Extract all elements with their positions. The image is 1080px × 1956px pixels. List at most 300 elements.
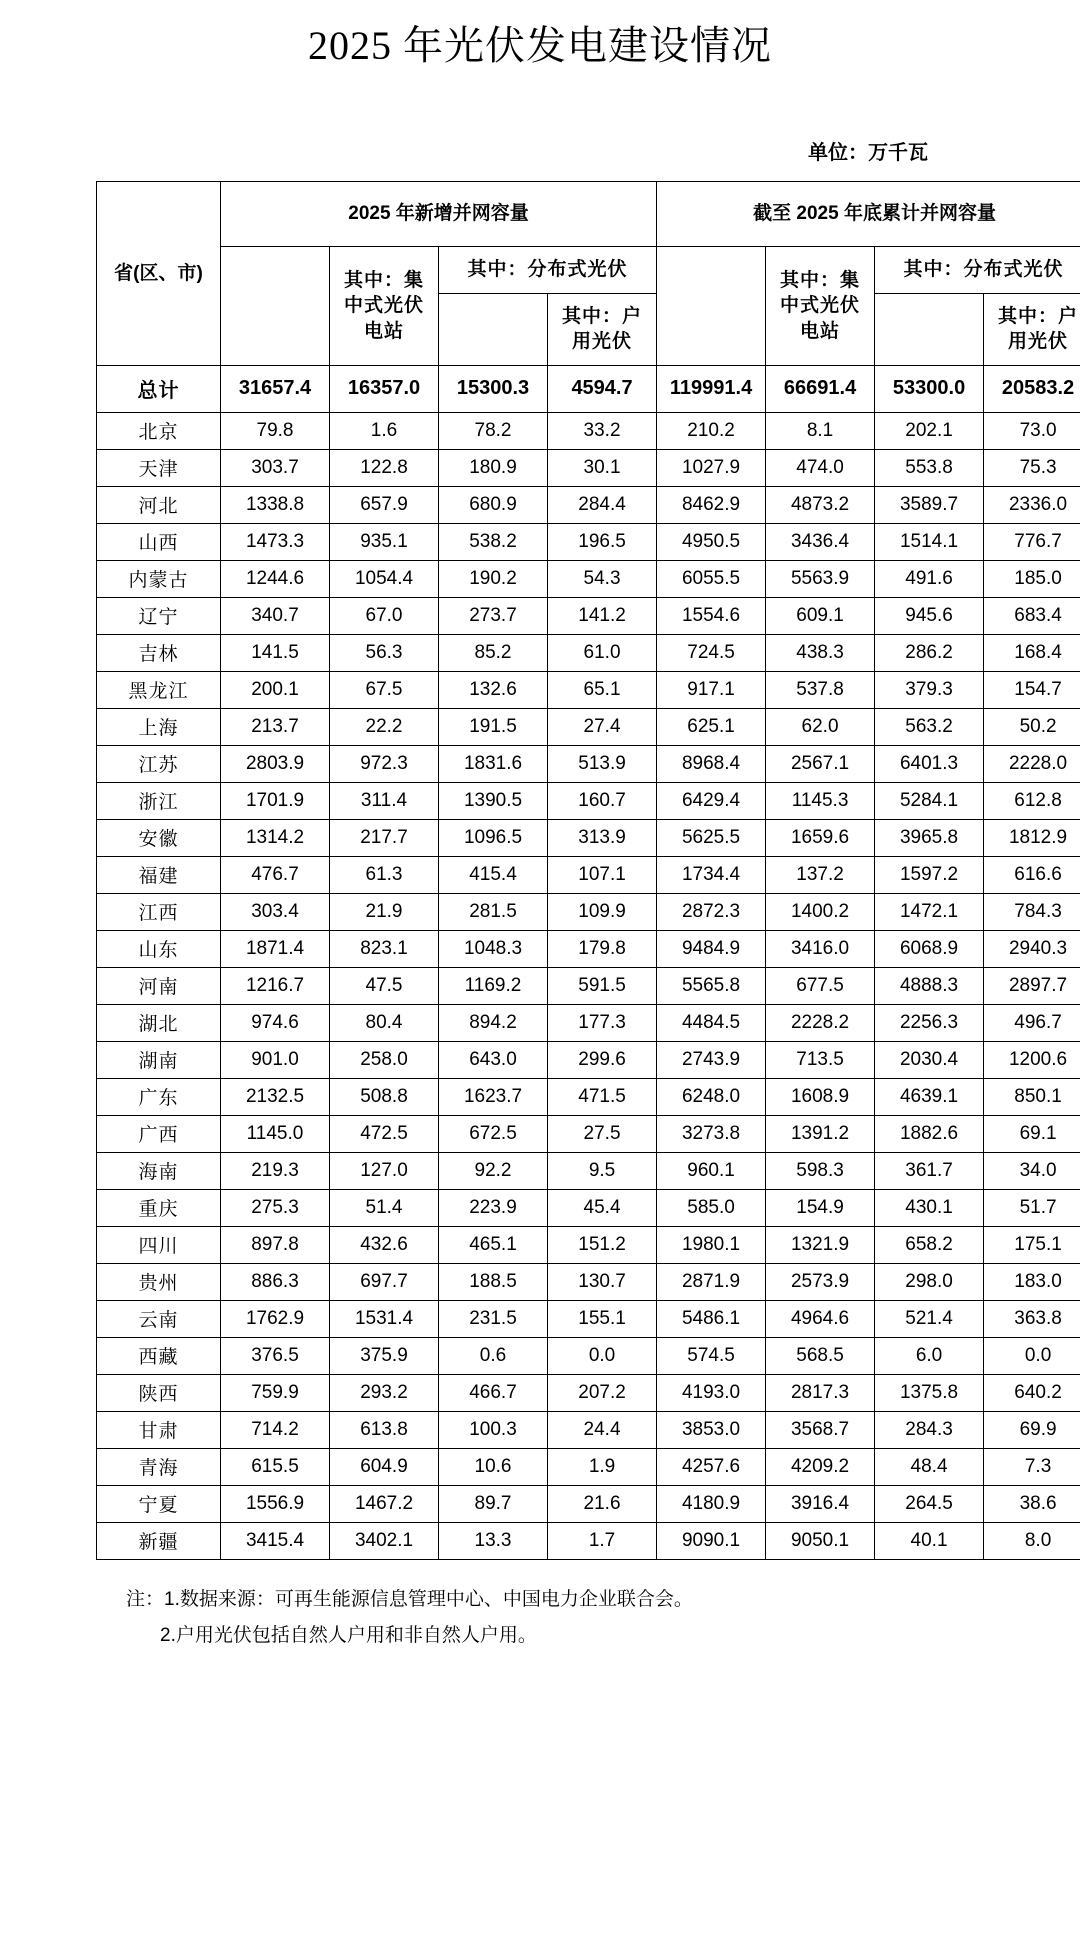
- value-cell: 273.7: [439, 597, 548, 634]
- value-cell: 2940.3: [984, 930, 1080, 967]
- document-page: [0, 18, 1080, 1654]
- value-cell: 1.6: [330, 412, 439, 449]
- table-header: [97, 182, 1080, 366]
- value-cell: 4873.2: [766, 486, 875, 523]
- province-name-cell: 河南: [97, 967, 221, 1004]
- province-name-cell: 山东: [97, 930, 221, 967]
- value-cell: 69.9: [984, 1411, 1080, 1448]
- value-cell: 714.2: [221, 1411, 330, 1448]
- value-cell: 8462.9: [657, 486, 766, 523]
- value-cell: 612.8: [984, 782, 1080, 819]
- value-cell: 223.9: [439, 1189, 548, 1226]
- value-cell: 3415.4: [221, 1522, 330, 1559]
- value-cell: 21.9: [330, 893, 439, 930]
- value-cell: 27.5: [548, 1115, 657, 1152]
- value-cell: 286.2: [875, 634, 984, 671]
- table-row: [97, 930, 1080, 967]
- value-cell: 537.8: [766, 671, 875, 708]
- value-cell: 474.0: [766, 449, 875, 486]
- value-cell: 697.7: [330, 1263, 439, 1300]
- column-header-new-household: 其中：户用光伏: [548, 293, 657, 365]
- value-cell: 2871.9: [657, 1263, 766, 1300]
- value-cell: 432.6: [330, 1226, 439, 1263]
- table-row: [97, 1226, 1080, 1263]
- table-row: [97, 1115, 1080, 1152]
- value-cell: 917.1: [657, 671, 766, 708]
- value-cell: 1554.6: [657, 597, 766, 634]
- column-header-new-total: [221, 247, 330, 366]
- column-header-cum-household: 其中：户用光伏: [984, 293, 1080, 365]
- value-cell: 151.2: [548, 1226, 657, 1263]
- value-cell: 1048.3: [439, 930, 548, 967]
- value-cell: 616.6: [984, 856, 1080, 893]
- value-cell: 2256.3: [875, 1004, 984, 1041]
- note-line-1: 注：1.数据来源：可再生能源信息管理中心、中国电力企业联合会。: [126, 1582, 984, 1618]
- value-cell: 2743.9: [657, 1041, 766, 1078]
- value-cell: 56.3: [330, 634, 439, 671]
- table-row: [97, 893, 1080, 930]
- table-row: [97, 560, 1080, 597]
- table-row: [97, 1004, 1080, 1041]
- value-cell: 1812.9: [984, 819, 1080, 856]
- province-name-cell: 贵州: [97, 1263, 221, 1300]
- value-cell: 379.3: [875, 671, 984, 708]
- value-cell: 191.5: [439, 708, 548, 745]
- value-cell: 3402.1: [330, 1522, 439, 1559]
- value-cell: 496.7: [984, 1004, 1080, 1041]
- value-cell: 299.6: [548, 1041, 657, 1078]
- table-notes: [96, 1582, 984, 1654]
- table-row: [97, 1189, 1080, 1226]
- value-cell: 1623.7: [439, 1078, 548, 1115]
- table-row: [97, 967, 1080, 1004]
- value-cell: 465.1: [439, 1226, 548, 1263]
- value-cell: 66691.4: [766, 365, 875, 412]
- province-name-cell: 湖南: [97, 1041, 221, 1078]
- value-cell: 119991.4: [657, 365, 766, 412]
- value-cell: 122.8: [330, 449, 439, 486]
- table-row: [97, 819, 1080, 856]
- value-cell: 154.7: [984, 671, 1080, 708]
- value-cell: 6248.0: [657, 1078, 766, 1115]
- value-cell: 2803.9: [221, 745, 330, 782]
- value-cell: 130.7: [548, 1263, 657, 1300]
- value-cell: 960.1: [657, 1152, 766, 1189]
- value-cell: 2030.4: [875, 1041, 984, 1078]
- value-cell: 9.5: [548, 1152, 657, 1189]
- value-cell: 1145.3: [766, 782, 875, 819]
- value-cell: 2872.3: [657, 893, 766, 930]
- value-cell: 713.5: [766, 1041, 875, 1078]
- column-header-new-distributed: 其中：分布式光伏: [439, 247, 657, 294]
- value-cell: 2573.9: [766, 1263, 875, 1300]
- page-title: 2025 年光伏发电建设情况: [96, 18, 984, 74]
- value-cell: 886.3: [221, 1263, 330, 1300]
- value-cell: 180.9: [439, 449, 548, 486]
- table-row: [97, 1041, 1080, 1078]
- value-cell: 311.4: [330, 782, 439, 819]
- table-row: [97, 486, 1080, 523]
- value-cell: 1169.2: [439, 967, 548, 1004]
- value-cell: 85.2: [439, 634, 548, 671]
- province-name-cell: 江西: [97, 893, 221, 930]
- value-cell: 1980.1: [657, 1226, 766, 1263]
- value-cell: 2228.0: [984, 745, 1080, 782]
- value-cell: 200.1: [221, 671, 330, 708]
- value-cell: 625.1: [657, 708, 766, 745]
- value-cell: 5565.8: [657, 967, 766, 1004]
- value-cell: 1597.2: [875, 856, 984, 893]
- value-cell: 1390.5: [439, 782, 548, 819]
- value-cell: 8.1: [766, 412, 875, 449]
- value-cell: 8.0: [984, 1522, 1080, 1559]
- value-cell: 5563.9: [766, 560, 875, 597]
- value-cell: 672.5: [439, 1115, 548, 1152]
- value-cell: 563.2: [875, 708, 984, 745]
- province-name-cell: 安徽: [97, 819, 221, 856]
- value-cell: 4193.0: [657, 1374, 766, 1411]
- value-cell: 3965.8: [875, 819, 984, 856]
- value-cell: 776.7: [984, 523, 1080, 560]
- province-name-cell: 河北: [97, 486, 221, 523]
- province-name-cell: 北京: [97, 412, 221, 449]
- value-cell: 9484.9: [657, 930, 766, 967]
- value-cell: 89.7: [439, 1485, 548, 1522]
- value-cell: 1514.1: [875, 523, 984, 560]
- province-name-cell: 西藏: [97, 1337, 221, 1374]
- value-cell: 4888.3: [875, 967, 984, 1004]
- value-cell: 538.2: [439, 523, 548, 560]
- value-cell: 2897.7: [984, 967, 1080, 1004]
- value-cell: 585.0: [657, 1189, 766, 1226]
- value-cell: 4257.6: [657, 1448, 766, 1485]
- column-group-new-capacity: 2025 年新增并网容量: [221, 182, 657, 247]
- province-name-cell: 黑龙江: [97, 671, 221, 708]
- value-cell: 219.3: [221, 1152, 330, 1189]
- value-cell: 1145.0: [221, 1115, 330, 1152]
- value-cell: 4484.5: [657, 1004, 766, 1041]
- value-cell: 1314.2: [221, 819, 330, 856]
- value-cell: 231.5: [439, 1300, 548, 1337]
- value-cell: 92.2: [439, 1152, 548, 1189]
- value-cell: 2336.0: [984, 486, 1080, 523]
- value-cell: 0.0: [984, 1337, 1080, 1374]
- value-cell: 1375.8: [875, 1374, 984, 1411]
- value-cell: 1244.6: [221, 560, 330, 597]
- province-name-cell: 广东: [97, 1078, 221, 1115]
- value-cell: 45.4: [548, 1189, 657, 1226]
- value-cell: 4180.9: [657, 1485, 766, 1522]
- value-cell: 4209.2: [766, 1448, 875, 1485]
- value-cell: 897.8: [221, 1226, 330, 1263]
- value-cell: 210.2: [657, 412, 766, 449]
- value-cell: 22.2: [330, 708, 439, 745]
- table-body: [97, 365, 1080, 1559]
- value-cell: 4964.6: [766, 1300, 875, 1337]
- value-cell: 80.4: [330, 1004, 439, 1041]
- value-cell: 65.1: [548, 671, 657, 708]
- unit-label: 单位：万千瓦: [96, 136, 984, 165]
- column-header-cum-centralized: 其中：集中式光伏电站: [766, 247, 875, 366]
- value-cell: 9090.1: [657, 1522, 766, 1559]
- value-cell: 901.0: [221, 1041, 330, 1078]
- note-line-2: 2.户用光伏包括自然人户用和非自然人户用。: [126, 1618, 984, 1654]
- value-cell: 1659.6: [766, 819, 875, 856]
- value-cell: 657.9: [330, 486, 439, 523]
- column-header-cum-distributed: 其中：分布式光伏: [875, 247, 1080, 294]
- value-cell: 154.9: [766, 1189, 875, 1226]
- value-cell: 24.4: [548, 1411, 657, 1448]
- value-cell: 51.7: [984, 1189, 1080, 1226]
- value-cell: 3589.7: [875, 486, 984, 523]
- value-cell: 613.8: [330, 1411, 439, 1448]
- value-cell: 217.7: [330, 819, 439, 856]
- value-cell: 141.5: [221, 634, 330, 671]
- value-cell: 313.9: [548, 819, 657, 856]
- value-cell: 1701.9: [221, 782, 330, 819]
- value-cell: 945.6: [875, 597, 984, 634]
- table-row: [97, 782, 1080, 819]
- column-header-new-centralized: 其中：集中式光伏电站: [330, 247, 439, 366]
- value-cell: 48.4: [875, 1448, 984, 1485]
- value-cell: 1882.6: [875, 1115, 984, 1152]
- value-cell: 683.4: [984, 597, 1080, 634]
- table-row: [97, 597, 1080, 634]
- province-name-cell: 天津: [97, 449, 221, 486]
- value-cell: 1472.1: [875, 893, 984, 930]
- province-name-cell: 宁夏: [97, 1485, 221, 1522]
- value-cell: 1.7: [548, 1522, 657, 1559]
- value-cell: 61.0: [548, 634, 657, 671]
- value-cell: 6401.3: [875, 745, 984, 782]
- value-cell: 724.5: [657, 634, 766, 671]
- value-cell: 190.2: [439, 560, 548, 597]
- column-group-cumulative-capacity: 截至 2025 年底累计并网容量: [657, 182, 1080, 247]
- value-cell: 54.3: [548, 560, 657, 597]
- value-cell: 438.3: [766, 634, 875, 671]
- value-cell: 3436.4: [766, 523, 875, 560]
- value-cell: 202.1: [875, 412, 984, 449]
- value-cell: 1473.3: [221, 523, 330, 560]
- province-name-cell: 内蒙古: [97, 560, 221, 597]
- value-cell: 1321.9: [766, 1226, 875, 1263]
- value-cell: 8968.4: [657, 745, 766, 782]
- value-cell: 521.4: [875, 1300, 984, 1337]
- province-name-cell: 重庆: [97, 1189, 221, 1226]
- value-cell: 0.6: [439, 1337, 548, 1374]
- value-cell: 264.5: [875, 1485, 984, 1522]
- value-cell: 1608.9: [766, 1078, 875, 1115]
- value-cell: 31657.4: [221, 365, 330, 412]
- value-cell: 13.3: [439, 1522, 548, 1559]
- value-cell: 185.0: [984, 560, 1080, 597]
- value-cell: 615.5: [221, 1448, 330, 1485]
- value-cell: 1096.5: [439, 819, 548, 856]
- value-cell: 284.4: [548, 486, 657, 523]
- value-cell: 6.0: [875, 1337, 984, 1374]
- value-cell: 363.8: [984, 1300, 1080, 1337]
- column-header-province: 省(区、市): [97, 182, 221, 366]
- value-cell: 275.3: [221, 1189, 330, 1226]
- value-cell: 472.5: [330, 1115, 439, 1152]
- value-cell: 40.1: [875, 1522, 984, 1559]
- value-cell: 1.9: [548, 1448, 657, 1485]
- table-row: [97, 708, 1080, 745]
- value-cell: 513.9: [548, 745, 657, 782]
- province-name-cell: 青海: [97, 1448, 221, 1485]
- table-row: [97, 412, 1080, 449]
- province-name-cell: 辽宁: [97, 597, 221, 634]
- value-cell: 284.3: [875, 1411, 984, 1448]
- value-cell: 16357.0: [330, 365, 439, 412]
- table-row: [97, 671, 1080, 708]
- value-cell: 5625.5: [657, 819, 766, 856]
- province-name-cell: 浙江: [97, 782, 221, 819]
- table-row: [97, 523, 1080, 560]
- value-cell: 1556.9: [221, 1485, 330, 1522]
- value-cell: 141.2: [548, 597, 657, 634]
- value-cell: 1734.4: [657, 856, 766, 893]
- province-name-cell: 广西: [97, 1115, 221, 1152]
- value-cell: 258.0: [330, 1041, 439, 1078]
- value-cell: 20583.2: [984, 365, 1080, 412]
- value-cell: 823.1: [330, 930, 439, 967]
- value-cell: 47.5: [330, 967, 439, 1004]
- value-cell: 6068.9: [875, 930, 984, 967]
- table-row: [97, 1485, 1080, 1522]
- value-cell: 1531.4: [330, 1300, 439, 1337]
- province-name-cell: 新疆: [97, 1522, 221, 1559]
- value-cell: 508.8: [330, 1078, 439, 1115]
- value-cell: 1391.2: [766, 1115, 875, 1152]
- province-name-cell: 湖北: [97, 1004, 221, 1041]
- value-cell: 972.3: [330, 745, 439, 782]
- table-row: [97, 449, 1080, 486]
- table-row: [97, 1152, 1080, 1189]
- table-row: [97, 1374, 1080, 1411]
- table-row: [97, 1078, 1080, 1115]
- value-cell: 1027.9: [657, 449, 766, 486]
- value-cell: 1400.2: [766, 893, 875, 930]
- value-cell: 5284.1: [875, 782, 984, 819]
- value-cell: 75.3: [984, 449, 1080, 486]
- value-cell: 4639.1: [875, 1078, 984, 1115]
- value-cell: 207.2: [548, 1374, 657, 1411]
- value-cell: 62.0: [766, 708, 875, 745]
- value-cell: 132.6: [439, 671, 548, 708]
- value-cell: 415.4: [439, 856, 548, 893]
- value-cell: 293.2: [330, 1374, 439, 1411]
- value-cell: 2228.2: [766, 1004, 875, 1041]
- table-row: [97, 1411, 1080, 1448]
- value-cell: 67.0: [330, 597, 439, 634]
- table-row-total: [97, 365, 1080, 412]
- value-cell: 298.0: [875, 1263, 984, 1300]
- value-cell: 67.5: [330, 671, 439, 708]
- value-cell: 10.6: [439, 1448, 548, 1485]
- value-cell: 100.3: [439, 1411, 548, 1448]
- value-cell: 3916.4: [766, 1485, 875, 1522]
- value-cell: 137.2: [766, 856, 875, 893]
- value-cell: 188.5: [439, 1263, 548, 1300]
- value-cell: 213.7: [221, 708, 330, 745]
- value-cell: 466.7: [439, 1374, 548, 1411]
- province-name-cell: 陕西: [97, 1374, 221, 1411]
- value-cell: 78.2: [439, 412, 548, 449]
- value-cell: 73.0: [984, 412, 1080, 449]
- value-cell: 1200.6: [984, 1041, 1080, 1078]
- value-cell: 361.7: [875, 1152, 984, 1189]
- value-cell: 175.1: [984, 1226, 1080, 1263]
- value-cell: 27.4: [548, 708, 657, 745]
- value-cell: 69.1: [984, 1115, 1080, 1152]
- value-cell: 1871.4: [221, 930, 330, 967]
- value-cell: 303.7: [221, 449, 330, 486]
- column-header-cum-total: [657, 247, 766, 366]
- value-cell: 974.6: [221, 1004, 330, 1041]
- province-name-cell: 吉林: [97, 634, 221, 671]
- table-row: [97, 634, 1080, 671]
- value-cell: 30.1: [548, 449, 657, 486]
- value-cell: 1054.4: [330, 560, 439, 597]
- value-cell: 850.1: [984, 1078, 1080, 1115]
- value-cell: 53300.0: [875, 365, 984, 412]
- value-cell: 1467.2: [330, 1485, 439, 1522]
- value-cell: 491.6: [875, 560, 984, 597]
- value-cell: 894.2: [439, 1004, 548, 1041]
- value-cell: 183.0: [984, 1263, 1080, 1300]
- value-cell: 680.9: [439, 486, 548, 523]
- value-cell: 5486.1: [657, 1300, 766, 1337]
- value-cell: 2132.5: [221, 1078, 330, 1115]
- province-name-cell: 江苏: [97, 745, 221, 782]
- value-cell: 1216.7: [221, 967, 330, 1004]
- province-name-cell: 山西: [97, 523, 221, 560]
- value-cell: 3568.7: [766, 1411, 875, 1448]
- value-cell: 34.0: [984, 1152, 1080, 1189]
- value-cell: 643.0: [439, 1041, 548, 1078]
- value-cell: 21.6: [548, 1485, 657, 1522]
- value-cell: 430.1: [875, 1189, 984, 1226]
- value-cell: 9050.1: [766, 1522, 875, 1559]
- value-cell: 61.3: [330, 856, 439, 893]
- table-row: [97, 856, 1080, 893]
- value-cell: 340.7: [221, 597, 330, 634]
- value-cell: 784.3: [984, 893, 1080, 930]
- value-cell: 759.9: [221, 1374, 330, 1411]
- value-cell: 2567.1: [766, 745, 875, 782]
- value-cell: 33.2: [548, 412, 657, 449]
- province-name-cell: 上海: [97, 708, 221, 745]
- value-cell: 168.4: [984, 634, 1080, 671]
- value-cell: 1762.9: [221, 1300, 330, 1337]
- table-row: [97, 1448, 1080, 1485]
- value-cell: 7.3: [984, 1448, 1080, 1485]
- province-name-cell: 四川: [97, 1226, 221, 1263]
- value-cell: 15300.3: [439, 365, 548, 412]
- value-cell: 79.8: [221, 412, 330, 449]
- value-cell: 127.0: [330, 1152, 439, 1189]
- value-cell: 0.0: [548, 1337, 657, 1374]
- value-cell: 591.5: [548, 967, 657, 1004]
- value-cell: 476.7: [221, 856, 330, 893]
- value-cell: 553.8: [875, 449, 984, 486]
- value-cell: 604.9: [330, 1448, 439, 1485]
- value-cell: 196.5: [548, 523, 657, 560]
- column-header-cum-distributed-blank: [875, 293, 984, 365]
- value-cell: 3416.0: [766, 930, 875, 967]
- value-cell: 3853.0: [657, 1411, 766, 1448]
